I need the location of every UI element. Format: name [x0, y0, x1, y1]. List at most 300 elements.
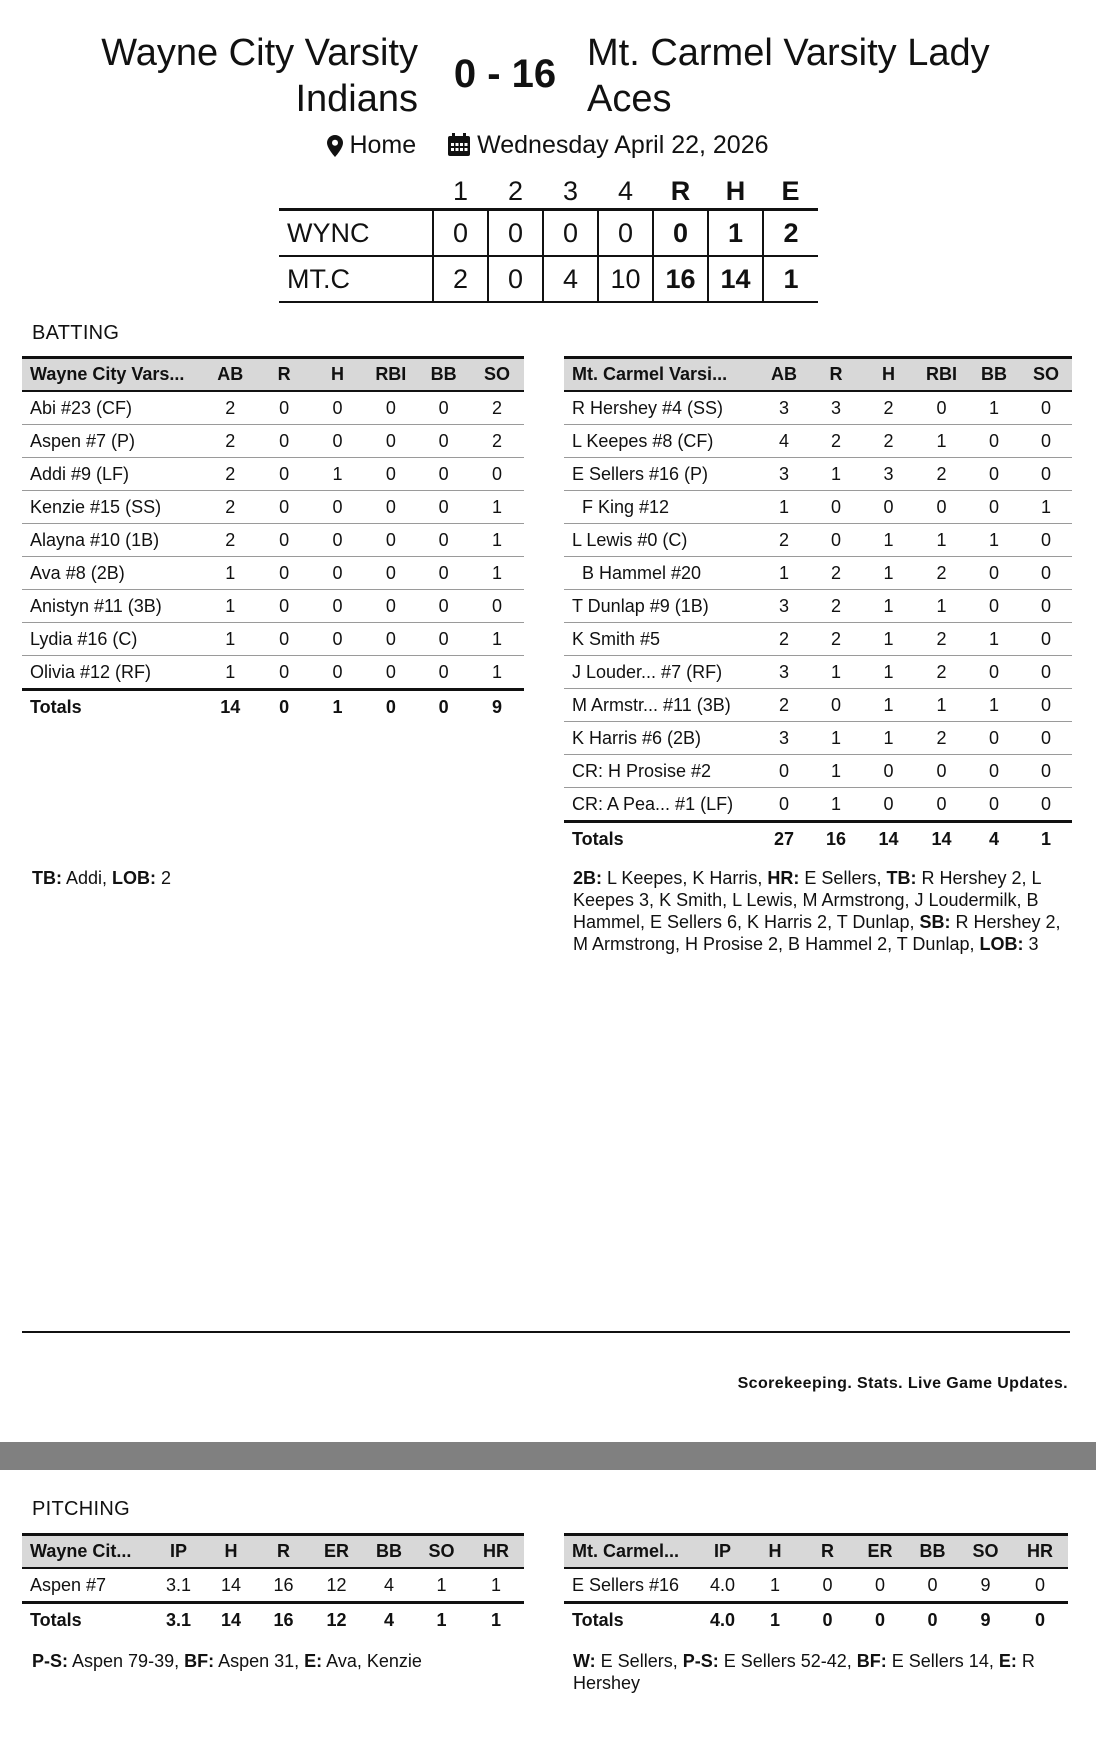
stat-cell: 0 — [364, 425, 417, 458]
player-name: E Sellers #16 (P) — [564, 458, 758, 491]
stat-cell: 1 — [470, 656, 524, 690]
player-name: Aspen #7 (P) — [22, 425, 203, 458]
stat-cell: 0 — [258, 557, 311, 590]
team-column-header: Wayne City Vars... — [30, 364, 185, 384]
stat-cell: 14 — [205, 1568, 257, 1603]
note-label: W: — [573, 1651, 596, 1671]
stat-column-header: H — [768, 1541, 782, 1561]
stat-cell: 0 — [854, 1568, 906, 1603]
player-name: K Smith #5 — [564, 623, 758, 656]
stat-cell: 0 — [1020, 391, 1072, 425]
stat-cell: 0 — [810, 491, 862, 524]
stat-cell: 2 — [915, 623, 968, 656]
totals-cell: 14 — [220, 696, 241, 717]
pitching-notes-away — [32, 1650, 512, 1672]
note-label: SB: — [919, 912, 951, 932]
stat-cell: 0 — [258, 491, 311, 524]
stat-cell: 2 — [915, 458, 968, 491]
stat-cell: 0 — [417, 590, 470, 623]
stat-cell: 0 — [1012, 1568, 1068, 1603]
calendar-icon — [447, 133, 471, 157]
linescore-cell: 0 — [598, 210, 653, 257]
player-row — [564, 491, 1072, 524]
stat-cell: 0 — [311, 524, 365, 557]
player-row — [22, 557, 524, 590]
totals-cell: 12 — [326, 1609, 347, 1630]
linescore-cell: 0 — [488, 210, 543, 257]
stat-column-header: IP — [169, 1541, 187, 1561]
totals-cell: 1 — [332, 696, 343, 717]
stat-header-row — [22, 1535, 524, 1569]
stat-cell: 1 — [862, 590, 915, 623]
player-row — [564, 458, 1072, 491]
stat-cell: 1 — [862, 623, 915, 656]
note-text: Addi, — [62, 868, 113, 888]
stat-cell: 1 — [810, 788, 862, 822]
map-pin-icon — [327, 135, 343, 157]
note-text: Ava, Kenzie — [322, 1651, 422, 1671]
stat-cell: 1 — [862, 722, 915, 755]
stat-column-header: R — [821, 1541, 834, 1561]
stat-column-header: H — [224, 1541, 238, 1561]
player-name: F King #12 — [564, 491, 758, 524]
stat-cell: 2 — [862, 425, 915, 458]
note-text: R Hershey — [573, 1651, 1040, 1693]
stat-cell: 2 — [810, 425, 862, 458]
stat-cell: 0 — [915, 391, 968, 425]
stat-cell: 0 — [862, 755, 915, 788]
player-row — [564, 391, 1072, 425]
stat-cell: 0 — [968, 722, 1020, 755]
stat-cell: 2 — [758, 524, 810, 557]
stat-cell: 1 — [810, 656, 862, 689]
stat-cell: 0 — [258, 391, 311, 425]
stat-cell: 0 — [968, 458, 1020, 491]
stat-column-header: HR — [483, 1541, 509, 1561]
stat-cell: 0 — [915, 755, 968, 788]
stat-cell: 2 — [862, 391, 915, 425]
page-break-band — [0, 1442, 1096, 1470]
player-row — [564, 557, 1072, 590]
batting-notes-away — [32, 867, 512, 889]
linescore-cell: 0 — [488, 256, 543, 302]
totals-row — [22, 1603, 524, 1637]
totals-cell: 0 — [438, 696, 449, 717]
player-name: J Louder... #7 (RF) — [564, 656, 758, 689]
stat-cell: 0 — [968, 590, 1020, 623]
totals-label: Totals — [30, 1609, 82, 1630]
linescore-cell: 0 — [543, 210, 598, 257]
player-row — [564, 623, 1072, 656]
note-text: R Hershey 2, L Keepes 3, K Smith, L Lewis, M Armstrong, J Loudermilk, B Hammel, E Sellers 6, K Harris 2, T Dunlap, — [573, 868, 1046, 932]
stat-cell: 1 — [862, 524, 915, 557]
stat-cell: 0 — [1020, 590, 1072, 623]
stat-cell: 0 — [311, 391, 365, 425]
stat-cell: 1 — [810, 722, 862, 755]
stat-cell: 2 — [470, 425, 524, 458]
stat-cell: 0 — [470, 458, 524, 491]
totals-label: Totals — [572, 1609, 624, 1630]
stat-cell: 2 — [203, 391, 258, 425]
linescore-errors: 2 — [763, 210, 818, 257]
stat-cell: 0 — [417, 557, 470, 590]
player-row — [22, 1568, 524, 1603]
stat-cell: 0 — [968, 425, 1020, 458]
linescore-header — [279, 174, 818, 210]
stat-cell: 1 — [758, 557, 810, 590]
stat-cell: 4.0 — [696, 1568, 749, 1603]
stat-cell: 2 — [203, 458, 258, 491]
stat-cell: 0 — [258, 590, 311, 623]
stat-cell: 0 — [311, 590, 365, 623]
stat-cell: 0 — [862, 491, 915, 524]
hits-header: H — [725, 175, 746, 206]
stat-column-header: H — [882, 364, 895, 384]
stat-cell: 0 — [968, 755, 1020, 788]
note-text: E Sellers, — [799, 868, 887, 888]
stat-cell: 1 — [470, 491, 524, 524]
stat-cell: 1 — [968, 524, 1020, 557]
stat-column-header: SO — [428, 1541, 455, 1561]
stat-cell: 0 — [311, 425, 365, 458]
linescore-cell: 0 — [433, 210, 488, 257]
totals-cell: 0 — [874, 1609, 885, 1630]
stat-cell: 1 — [968, 623, 1020, 656]
stat-cell: 3 — [862, 458, 915, 491]
totals-row — [22, 690, 524, 724]
totals-cell: 4.0 — [709, 1609, 736, 1630]
stat-cell: 16 — [257, 1568, 310, 1603]
stat-column-header: R — [277, 364, 291, 384]
stat-cell: 0 — [968, 788, 1020, 822]
stat-header-row — [22, 358, 524, 392]
player-name: Lydia #16 (C) — [22, 623, 203, 656]
stat-column-header: AB — [771, 364, 797, 384]
stat-cell: 0 — [417, 623, 470, 656]
stat-cell: 0 — [801, 1568, 854, 1603]
stat-cell: 1 — [862, 557, 915, 590]
stat-cell: 1 — [203, 557, 258, 590]
stat-cell: 0 — [1020, 656, 1072, 689]
stat-cell: 3 — [758, 722, 810, 755]
stat-cell: 0 — [364, 557, 417, 590]
stat-cell: 2 — [915, 557, 968, 590]
player-name: L Lewis #0 (C) — [564, 524, 758, 557]
stat-cell: 0 — [258, 656, 311, 690]
stat-cell: 0 — [364, 491, 417, 524]
stat-cell: 3 — [810, 391, 862, 425]
linescore-team: MT.C — [287, 263, 350, 294]
note-text: R Hershey 2, M Armstrong, H Prosise 2, B Hammel 2, T Dunlap, — [573, 912, 1066, 954]
player-name: Ava #8 (2B) — [22, 557, 203, 590]
totals-cell: 4 — [988, 828, 999, 849]
stat-column-header: RBI — [926, 364, 957, 384]
totals-cell: 16 — [825, 828, 847, 849]
player-name: K Harris #6 (2B) — [564, 722, 758, 755]
stat-cell: 0 — [311, 623, 365, 656]
linescore-row-home — [279, 256, 818, 302]
stat-cell: 1 — [810, 755, 862, 788]
linescore-errors: 1 — [763, 256, 818, 302]
stat-column-header: RBI — [375, 364, 407, 384]
totals-cell: 4 — [383, 1609, 394, 1630]
stat-cell: 1 — [915, 524, 968, 557]
batting-table-away — [22, 356, 524, 723]
stat-cell: 2 — [203, 524, 258, 557]
batting-notes-home — [573, 867, 1073, 955]
stat-cell: 0 — [810, 689, 862, 722]
stat-cell: 0 — [915, 491, 968, 524]
player-row — [564, 689, 1072, 722]
note-text: Aspen 79-39, — [68, 1651, 185, 1671]
stat-cell: 0 — [470, 590, 524, 623]
team-column-header: Mt. Carmel... — [572, 1541, 680, 1561]
pitching-table-home — [564, 1533, 1068, 1636]
player-row — [22, 458, 524, 491]
team-column-header: Mt. Carmel Varsi... — [572, 364, 728, 384]
linescore-hits: 14 — [708, 256, 763, 302]
stat-cell: 0 — [1020, 788, 1072, 822]
stat-cell: 0 — [810, 524, 862, 557]
stat-cell: 0 — [968, 557, 1020, 590]
stat-column-header: BB — [919, 1541, 946, 1561]
totals-cell: 1 — [436, 1609, 447, 1630]
player-row — [564, 524, 1072, 557]
player-name: E Sellers #16 — [564, 1568, 696, 1603]
stat-cell: 3 — [758, 458, 810, 491]
stat-cell: 12 — [310, 1568, 363, 1603]
stat-cell: 0 — [968, 491, 1020, 524]
stat-cell: 0 — [311, 557, 365, 590]
note-label: 2B: — [573, 868, 603, 888]
totals-label: Totals — [30, 696, 82, 717]
player-name: Addi #9 (LF) — [22, 458, 203, 491]
note-text: E Sellers 14, — [886, 1651, 999, 1671]
stat-column-header: ER — [867, 1541, 893, 1561]
stat-cell: 0 — [915, 788, 968, 822]
stat-cell: 3.1 — [152, 1568, 205, 1603]
stat-cell: 2 — [758, 689, 810, 722]
player-row — [22, 590, 524, 623]
player-row — [564, 788, 1072, 822]
game-location — [327, 131, 416, 160]
stat-column-header: BB — [376, 1541, 402, 1561]
player-row — [22, 425, 524, 458]
stat-cell: 0 — [906, 1568, 959, 1603]
stat-cell: 2 — [758, 623, 810, 656]
stat-cell: 0 — [311, 656, 365, 690]
stat-cell: 0 — [258, 623, 311, 656]
stat-column-header: ER — [323, 1541, 349, 1561]
stat-cell: 4 — [758, 425, 810, 458]
player-row — [564, 722, 1072, 755]
player-name: Olivia #12 (RF) — [22, 656, 203, 690]
note-label: BF: — [184, 1651, 215, 1671]
player-name: R Hershey #4 (SS) — [564, 391, 758, 425]
stat-cell: 1 — [758, 491, 810, 524]
totals-cell: 9 — [492, 696, 503, 717]
linescore-team-header — [279, 174, 433, 210]
note-label: P-S: — [682, 1651, 719, 1671]
stat-cell: 0 — [1020, 755, 1072, 788]
linescore-runs: 16 — [653, 256, 708, 302]
player-row — [564, 755, 1072, 788]
stat-cell: 0 — [862, 788, 915, 822]
stat-cell: 4 — [363, 1568, 415, 1603]
player-name: Abi #23 (CF) — [22, 391, 203, 425]
stat-cell: 0 — [1020, 458, 1072, 491]
stat-cell: 1 — [468, 1568, 524, 1603]
note-label: BF: — [856, 1651, 887, 1671]
totals-cell: 0 — [279, 696, 290, 717]
totals-cell: 0 — [927, 1609, 938, 1630]
note-label: HR: — [767, 868, 800, 888]
player-name: M Armstr... #11 (3B) — [564, 689, 758, 722]
linescore-team: WYNC — [287, 217, 370, 248]
stat-cell: 2 — [810, 623, 862, 656]
stat-column-header: SO — [972, 1541, 999, 1561]
totals-cell: 14 — [878, 828, 899, 849]
totals-cell: 14 — [931, 828, 952, 849]
totals-cell: 3.1 — [165, 1609, 192, 1630]
note-label: LOB: — [112, 868, 157, 888]
inning-3-header: 3 — [562, 175, 579, 206]
stat-cell: 2 — [915, 656, 968, 689]
stat-cell: 1 — [470, 557, 524, 590]
stat-column-header: BB — [981, 364, 1007, 384]
stat-cell: 2 — [203, 491, 258, 524]
note-text: L Keepes, K Harris, — [602, 868, 768, 888]
stat-cell: 0 — [417, 524, 470, 557]
stat-cell: 0 — [758, 788, 810, 822]
batting-table-home — [564, 356, 1072, 855]
stat-cell: 0 — [758, 755, 810, 788]
stat-cell: 1 — [915, 590, 968, 623]
linescore-runs: 0 — [653, 210, 708, 257]
totals-cell: 14 — [220, 1609, 242, 1630]
footer-tagline: Scorekeeping. Stats. Live Game Updates. — [737, 1375, 1068, 1392]
inning-4-header: 4 — [617, 175, 634, 206]
inning-2-header: 2 — [507, 175, 524, 206]
stat-cell: 0 — [1020, 524, 1072, 557]
stat-cell: 0 — [311, 491, 365, 524]
batting-title: BATTING — [32, 322, 120, 344]
pitching-table-away — [22, 1533, 524, 1636]
player-name: L Keepes #8 (CF) — [564, 425, 758, 458]
totals-cell: 1 — [490, 1609, 501, 1630]
stat-cell: 1 — [968, 689, 1020, 722]
stat-cell: 1 — [968, 391, 1020, 425]
player-row — [564, 656, 1072, 689]
totals-cell: 1 — [1040, 828, 1051, 849]
linescore-table — [279, 174, 818, 303]
stat-cell: 0 — [417, 458, 470, 491]
stat-cell: 0 — [258, 425, 311, 458]
player-row — [564, 1568, 1068, 1603]
stat-cell: 1 — [862, 656, 915, 689]
runs-header: R — [670, 175, 691, 206]
game-date — [447, 131, 768, 160]
stat-header-row — [564, 358, 1072, 392]
stat-cell: 1 — [470, 623, 524, 656]
note-label: P-S: — [32, 1651, 68, 1671]
stat-cell: 1 — [415, 1568, 468, 1603]
stat-cell: 1 — [810, 458, 862, 491]
player-row — [22, 524, 524, 557]
stat-header-row — [564, 1535, 1068, 1569]
stat-cell: 0 — [417, 391, 470, 425]
totals-row — [564, 822, 1072, 856]
stat-cell: 3 — [758, 656, 810, 689]
player-row — [564, 425, 1072, 458]
game-meta — [0, 130, 1096, 160]
player-name: T Dunlap #9 (1B) — [564, 590, 758, 623]
stat-cell: 0 — [1020, 689, 1072, 722]
stat-cell: 2 — [470, 391, 524, 425]
player-name: Aspen #7 — [22, 1568, 152, 1603]
away-team-name: Wayne City Varsity Indians — [101, 32, 418, 120]
stat-cell: 1 — [203, 656, 258, 690]
note-text: E Sellers, — [595, 1651, 683, 1671]
stat-cell: 1 — [1020, 491, 1072, 524]
totals-label: Totals — [572, 828, 624, 849]
totals-cell: 9 — [980, 1609, 991, 1630]
stat-column-header: IP — [713, 1541, 731, 1561]
stat-cell: 2 — [810, 590, 862, 623]
stat-cell: 0 — [1020, 425, 1072, 458]
stat-cell: 0 — [258, 458, 311, 491]
stat-column-header: SO — [484, 364, 511, 384]
date-label: Wednesday April 22, 2026 — [477, 130, 769, 159]
stat-column-header: AB — [217, 364, 244, 384]
player-name: CR: A Pea... #1 (LF) — [564, 788, 758, 822]
player-name: B Hammel #20 — [564, 557, 758, 590]
linescore-cell: 10 — [598, 256, 653, 302]
stat-column-header: HR — [1027, 1541, 1053, 1561]
stat-cell: 0 — [417, 491, 470, 524]
linescore-row-away — [279, 210, 818, 257]
page-divider — [22, 1331, 1070, 1333]
stat-column-header: H — [330, 364, 344, 384]
stat-cell: 1 — [203, 623, 258, 656]
stat-cell: 0 — [364, 458, 417, 491]
stat-column-header: SO — [1032, 364, 1059, 384]
stat-cell: 0 — [364, 623, 417, 656]
totals-cell: 0 — [1034, 1609, 1045, 1630]
note-label: E: — [998, 1651, 1017, 1671]
stat-cell: 0 — [1020, 623, 1072, 656]
stat-column-header: R — [829, 364, 843, 384]
team-column-header: Wayne Cit... — [30, 1541, 132, 1561]
pitching-notes-home — [573, 1650, 1073, 1694]
stat-cell: 3 — [758, 590, 810, 623]
home-team-name: Mt. Carmel Varsity Lady Aces — [587, 32, 990, 120]
stat-cell: 0 — [417, 656, 470, 690]
stat-cell: 1 — [915, 425, 968, 458]
linescore-cell: 2 — [433, 256, 488, 302]
stat-cell: 2 — [203, 425, 258, 458]
player-row — [22, 391, 524, 425]
totals-cell: 0 — [385, 696, 396, 717]
totals-cell: 1 — [769, 1609, 780, 1630]
pitching-title: PITCHING — [32, 1498, 130, 1520]
note-label: E: — [304, 1651, 323, 1671]
stat-cell: 0 — [417, 425, 470, 458]
inning-1-header: 1 — [452, 175, 469, 206]
stat-cell: 1 — [749, 1568, 801, 1603]
stat-cell: 0 — [364, 656, 417, 690]
stat-cell: 0 — [1020, 722, 1072, 755]
